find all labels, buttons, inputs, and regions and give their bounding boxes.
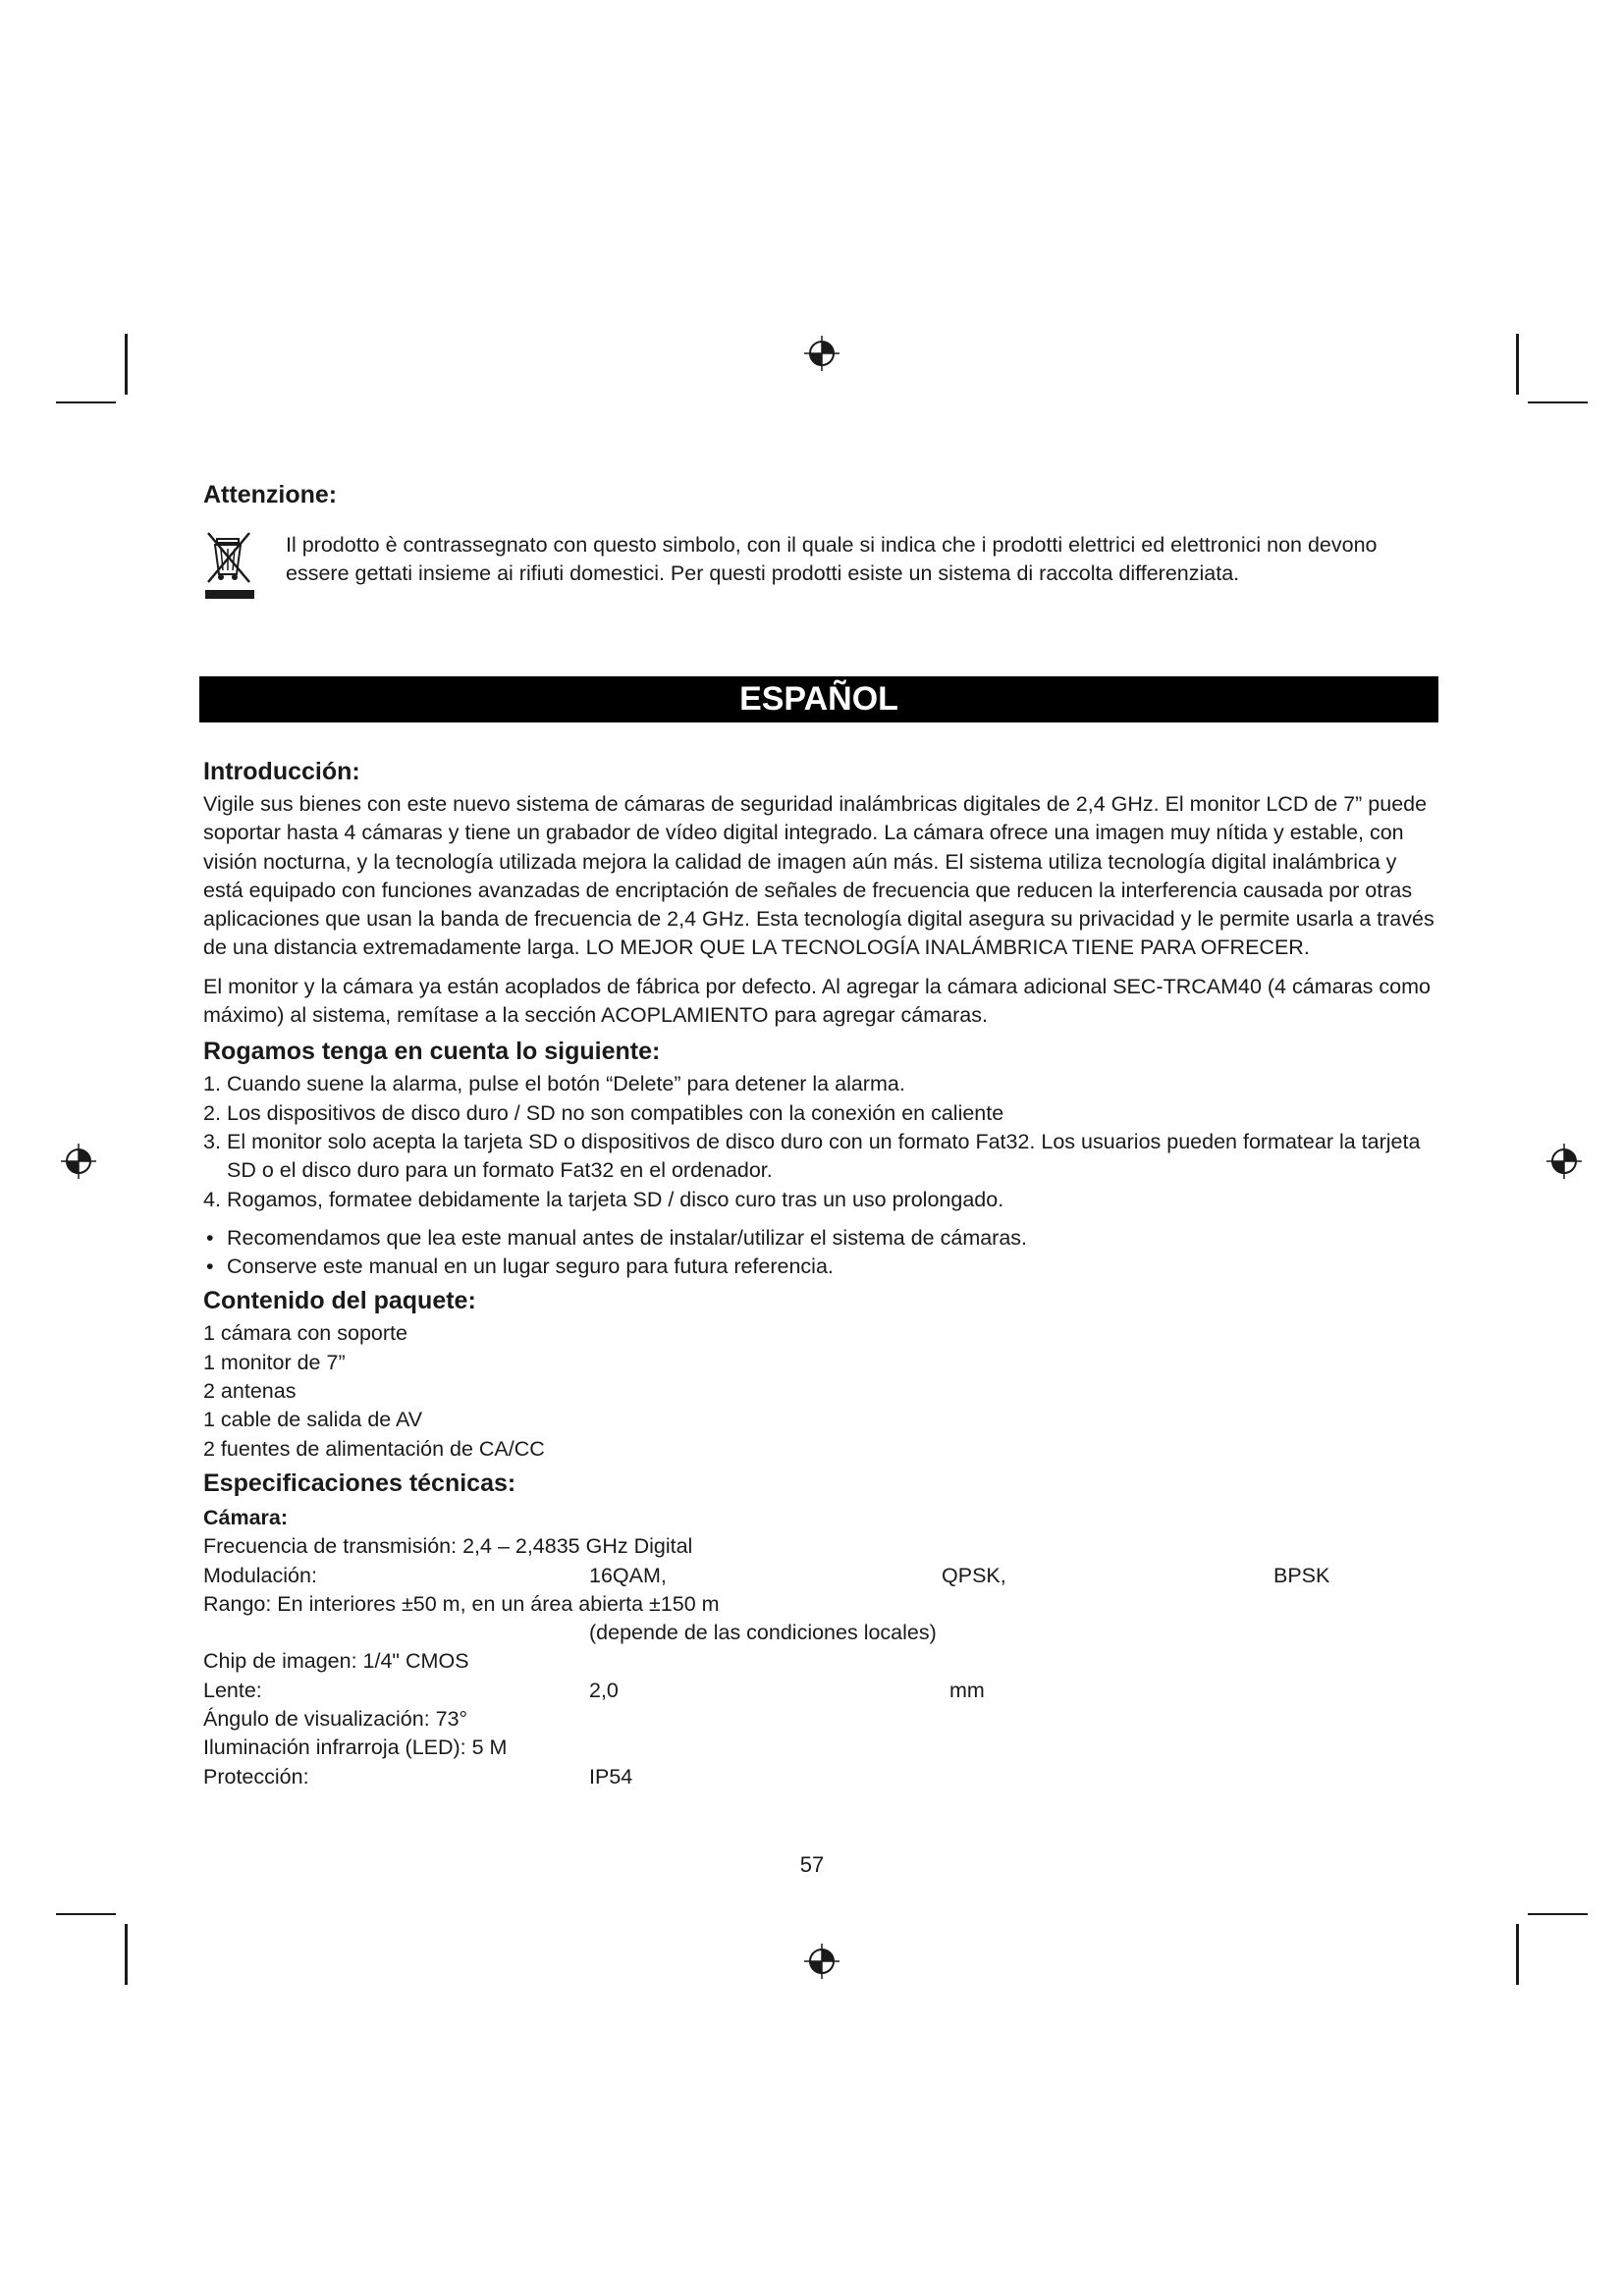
spec-chip: Chip de imagen: 1/4" CMOS bbox=[203, 1649, 469, 1674]
package-title: Contenido del paquete: bbox=[203, 1287, 476, 1315]
specs-table bbox=[203, 1532, 1435, 1791]
registration-mark-icon bbox=[802, 1942, 841, 1981]
spec-value: 16QAM, bbox=[589, 1563, 667, 1587]
attention-block bbox=[203, 529, 1435, 600]
list-text: Recomendamos que lea este manual antes de instalar/utilizar el sistema de cámaras. bbox=[227, 1225, 1028, 1250]
spec-row bbox=[203, 1619, 1435, 1647]
list-text: Cuando suene la alarma, pulse el botón “Delete” para detener la alarma. bbox=[227, 1072, 905, 1096]
list-item bbox=[203, 1070, 1435, 1098]
list-text: Conserve este manual en un lugar seguro para futura referencia. bbox=[227, 1255, 834, 1279]
spec-value: IP54 bbox=[589, 1764, 633, 1789]
spec-row bbox=[203, 1647, 1435, 1676]
registration-mark-icon bbox=[59, 1142, 98, 1181]
notes-bullets bbox=[203, 1224, 1435, 1282]
weee-crossed-bin-icon bbox=[203, 529, 256, 600]
list-item bbox=[203, 1128, 1435, 1186]
spec-row bbox=[203, 1562, 1435, 1590]
list-text: El monitor solo acepta la tarjeta SD o dispositivos de disco duro con un formato Fat32. Los usuarios pueden formatear la tarjeta SD o el disco duro para un formato Fat32 en el ordenador. bbox=[227, 1129, 1421, 1183]
spec-value: 2,0 bbox=[589, 1678, 619, 1702]
list-number: 3. bbox=[203, 1129, 221, 1153]
registration-mark-icon bbox=[1544, 1142, 1584, 1181]
crop-mark bbox=[56, 1913, 116, 1915]
crop-mark bbox=[1528, 1913, 1588, 1915]
notes-list bbox=[203, 1070, 1435, 1213]
spec-unit: mm bbox=[949, 1678, 985, 1702]
intro-title: Introducción: bbox=[203, 758, 360, 785]
notes-title: Rogamos tenga en cuenta lo siguiente: bbox=[203, 1038, 661, 1066]
list-item bbox=[203, 1253, 1435, 1281]
spec-row bbox=[203, 1734, 1435, 1762]
list-item: 2 fuentes de alimentación de CA/CC bbox=[203, 1436, 545, 1461]
spec-row bbox=[203, 1532, 1435, 1561]
intro-paragraph: El monitor y la cámara ya están acoplados de fábrica por defecto. Al agregar la cámara adicional SEC-TRCAM40 (4 cámaras como máximo) al sistema, remítase a la sección ACOPLAMIENTO para agregar cámaras. bbox=[203, 974, 1431, 1028]
list-item: 1 monitor de 7” bbox=[203, 1350, 346, 1374]
spec-row bbox=[203, 1677, 1435, 1705]
list-item: 1 cámara con soporte bbox=[203, 1321, 407, 1346]
spec-row bbox=[203, 1590, 1435, 1619]
spec-ir: Iluminación infrarroja (LED): 5 M bbox=[203, 1735, 508, 1760]
page-number: 57 bbox=[799, 1852, 825, 1877]
list-text: Rogamos, formatee debidamente la tarjeta SD / disco curo tras un uso prolongado. bbox=[227, 1187, 1004, 1211]
intro-paragraph: Vigile sus bienes con este nuevo sistema de cámaras de seguridad inalámbricas digitales de 2,4 GHz. El monitor LCD de 7” puede soportar hasta 4 cámaras y tiene un grabador de vídeo digital integrado. La cámara ofrece una imagen muy nítida y estable, con visión nocturna, y la tecnología utilizada mejora la calidad de imagen aún más. El sistema utiliza tecnología digital inalámbrica y está equipado con funciones avanzadas de encriptación de señales de frecuencia que reducen la interferencia causada por otras aplicaciones que usan la banda de frecuencia de 2,4 GHz. Esta tecnología digital asegura su privacidad y le permite usarla a través de una distancia extremadamente larga. LO MEJOR QUE LA TECNOLOGÍA INALÁMBRICA TIENE PARA OFRECER. bbox=[203, 792, 1435, 960]
crop-mark bbox=[1528, 401, 1588, 403]
list-text: Los dispositivos de disco duro / SD no son compatibles con la conexión en caliente bbox=[227, 1100, 1004, 1125]
list-item: 2 antenas bbox=[203, 1379, 297, 1404]
list-number: 1. bbox=[203, 1072, 221, 1096]
spec-label: Modulación: bbox=[203, 1563, 317, 1587]
spec-frequency: Frecuencia de transmisión: 2,4 – 2,4835 GHz Digital bbox=[203, 1534, 693, 1559]
spec-row bbox=[203, 1763, 1435, 1791]
spec-value: QPSK, bbox=[942, 1563, 1006, 1587]
registration-mark-icon bbox=[802, 334, 841, 373]
list-number: 2. bbox=[203, 1100, 221, 1125]
spec-label: Protección: bbox=[203, 1764, 309, 1789]
list-item bbox=[203, 1186, 1435, 1214]
spec-row bbox=[203, 1705, 1435, 1734]
specs-title: Especificaciones técnicas: bbox=[203, 1468, 516, 1497]
list-item bbox=[203, 1224, 1435, 1253]
bullet-icon: • bbox=[206, 1225, 214, 1250]
spec-label: Lente: bbox=[203, 1678, 262, 1702]
crop-mark bbox=[1516, 334, 1519, 395]
list-item bbox=[203, 1099, 1435, 1128]
language-banner: ESPAÑOL bbox=[199, 676, 1438, 722]
bullet-icon: • bbox=[206, 1255, 214, 1279]
page-content bbox=[203, 481, 1435, 1791]
crop-mark bbox=[1516, 1924, 1519, 1985]
package-list bbox=[203, 1319, 1435, 1463]
camera-label: Cámara: bbox=[203, 1505, 289, 1529]
list-item: 1 cable de salida de AV bbox=[203, 1408, 423, 1432]
attention-title: Attenzione: bbox=[203, 481, 338, 508]
crop-mark bbox=[56, 401, 116, 403]
crop-mark bbox=[125, 334, 128, 395]
spec-angle: Ángulo de visualización: 73° bbox=[203, 1707, 468, 1732]
attention-text: Il prodotto è contrassegnato con questo simbolo, con il quale si indica che i prodotti elettrici ed elettronici non devono essere gettati insieme ai rifiuti domestici. Per questi prodotti esiste un sistema di raccolta differenziata. bbox=[286, 533, 1378, 586]
spec-range-note: (depende de las condiciones locales) bbox=[589, 1621, 937, 1645]
crop-mark bbox=[125, 1924, 128, 1985]
list-number: 4. bbox=[203, 1187, 221, 1211]
spec-range: Rango: En interiores ±50 m, en un área abierta ±150 m bbox=[203, 1591, 720, 1616]
spec-value: BPSK bbox=[1273, 1563, 1330, 1587]
